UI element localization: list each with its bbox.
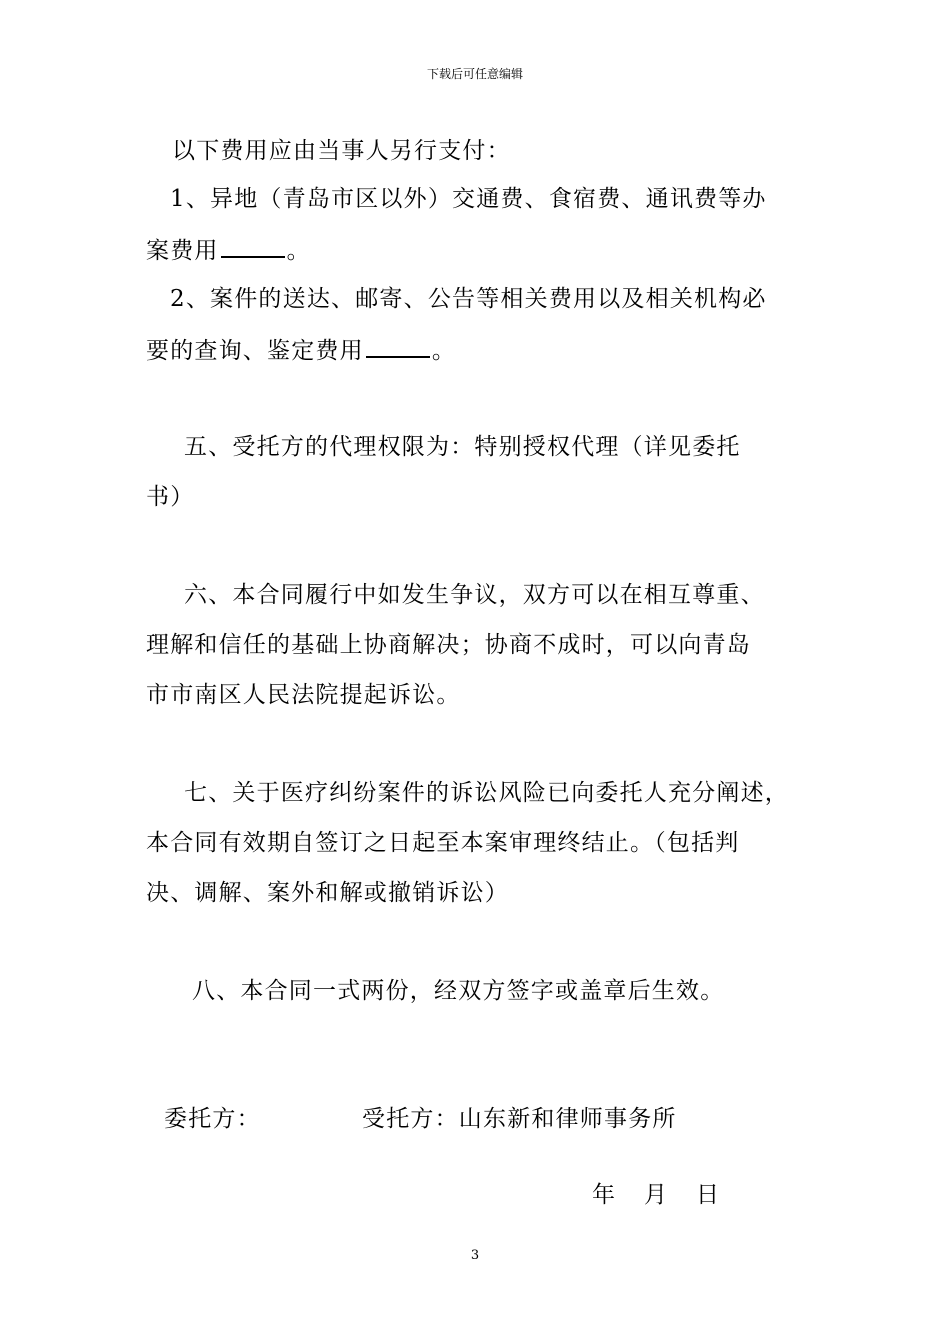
fee-item-1-text: 案费用 xyxy=(146,238,219,264)
section-5-line-2: 书） xyxy=(146,484,195,510)
fee-item-1-blank xyxy=(221,234,285,258)
fees-intro: 以下费用应由当事人另行支付： xyxy=(172,138,511,164)
fee-item-1-line-2 xyxy=(146,234,311,266)
date-day: 日 xyxy=(696,1182,721,1208)
section-7-line-2: 本合同有效期自签订之日起至本案审理终结止。（包括判 xyxy=(146,830,740,856)
section-7-line-1: 七、关于医疗纠纷案件的诉讼风险已向委托人充分阐述， xyxy=(184,780,789,806)
client-label: 委托方： xyxy=(164,1106,261,1132)
header-note: 下载后可任意编辑 xyxy=(426,67,523,81)
section-7-line-3: 决、调解、案外和解或撤销诉讼） xyxy=(146,880,509,906)
section-6-line-2: 理解和信任的基础上协商解决；协商不成时，可以向青岛 xyxy=(146,632,751,658)
agent-label: 受托方：山东新和律师事务所 xyxy=(362,1106,677,1132)
section-6-line-1: 六、本合同履行中如发生争议，双方可以在相互尊重、 xyxy=(184,582,765,608)
section-5-line-1: 五、受托方的代理权限为：特别授权代理（详见委托 xyxy=(184,434,741,460)
fee-item-2-line-2 xyxy=(146,334,456,366)
date-month: 月 xyxy=(644,1182,669,1208)
fee-item-2-line-1: 2、案件的送达、邮寄、公告等相关费用以及相关机构必 xyxy=(170,286,767,312)
date-year: 年 xyxy=(592,1182,617,1208)
fee-item-1-end: 。 xyxy=(286,238,311,264)
fee-item-2-blank xyxy=(366,334,430,358)
section-8-line-1: 八、本合同一式两份，经双方签字或盖章后生效。 xyxy=(192,978,725,1004)
fee-item-2-text: 要的查询、鉴定费用 xyxy=(146,338,364,364)
page-number: 3 xyxy=(470,1248,480,1263)
fee-item-2-end: 。 xyxy=(431,338,457,364)
section-6-line-3: 市市南区人民法院提起诉讼。 xyxy=(146,682,461,708)
fee-item-1-line-1: 1、异地（青岛市区以外）交通费、食宿费、通讯费等办 xyxy=(170,186,767,212)
